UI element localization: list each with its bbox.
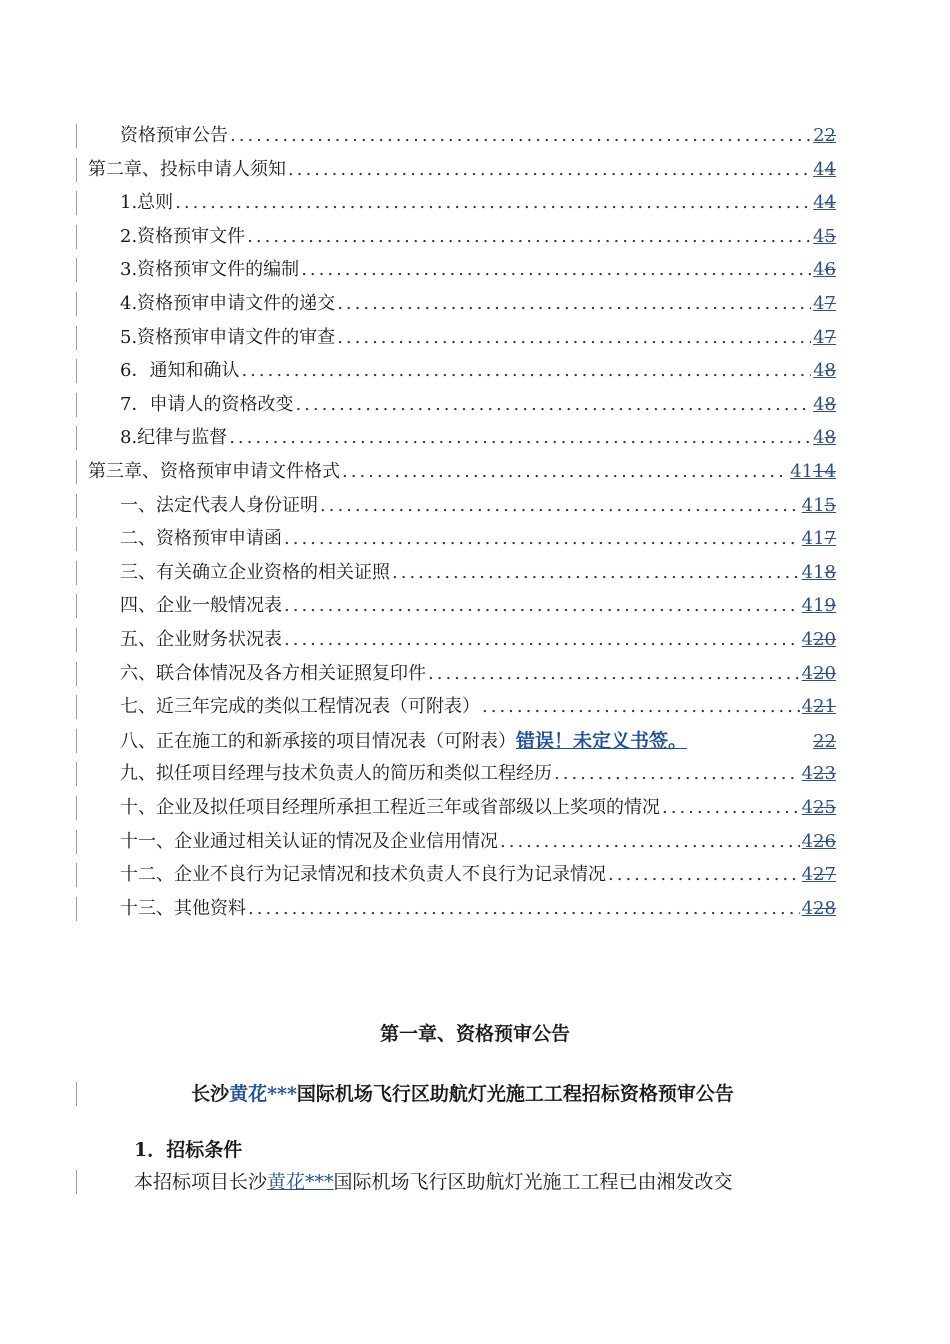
- body-inserted-text: 黄花***: [267, 1171, 334, 1193]
- change-bar: [76, 326, 77, 350]
- toc-page-deleted: 5: [824, 225, 836, 247]
- toc-page-deleted: 4: [824, 192, 836, 214]
- toc-entry-title: 6．通知和确认: [120, 360, 240, 382]
- toc-page-deleted: 20: [813, 629, 836, 650]
- toc-entry[interactable]: [120, 221, 836, 253]
- change-bar: [76, 561, 77, 585]
- toc-page-deleted: 20: [813, 662, 836, 684]
- toc-page-kept: 4: [801, 797, 814, 818]
- toc-page-deleted: 23: [813, 763, 836, 785]
- toc-page-kept: 4: [813, 393, 825, 415]
- change-bar: [76, 191, 77, 215]
- toc-entry[interactable]: [120, 624, 836, 656]
- toc-entry[interactable]: [120, 490, 836, 522]
- toc-entry-title: 五、企业财务状况表: [120, 629, 282, 650]
- toc-page-number[interactable]: [800, 624, 836, 656]
- toc-entry-title: 十一、企业通过相关认证的情况及企业信用情况: [120, 830, 498, 852]
- toc-page-deleted: 7: [824, 528, 836, 550]
- change-bar: [76, 393, 77, 417]
- change-bar: [76, 460, 77, 484]
- toc-entry[interactable]: [88, 456, 836, 488]
- toc-entry[interactable]: [120, 288, 836, 320]
- toc-page-number[interactable]: [800, 691, 836, 723]
- toc-leader-dots: [228, 120, 811, 152]
- toc-entry-title: 2.资格预审文件: [120, 225, 246, 247]
- title-text-pre: 长沙: [191, 1083, 230, 1105]
- change-bar: [76, 695, 77, 719]
- change-bar: [76, 628, 77, 652]
- toc-page-kept: 4: [801, 897, 814, 919]
- change-bar: [76, 796, 77, 820]
- toc-page-kept: 4: [813, 326, 825, 348]
- toc-leader-dots: [318, 490, 800, 522]
- toc-page-kept: 4: [801, 662, 814, 684]
- change-bar: [76, 729, 77, 753]
- body-text-post: 国际机场飞行区助航灯光施工工程已由湘发改交: [333, 1171, 733, 1193]
- toc-leader-dots: [660, 792, 800, 824]
- toc-entry-title: 十二、企业不良行为记录情况和技术负责人不良行为记录情况: [120, 864, 606, 886]
- toc-entry[interactable]: [120, 355, 836, 387]
- toc-page-kept: 4: [801, 629, 814, 650]
- toc-leader-dots: [299, 254, 811, 286]
- toc-page-number[interactable]: [800, 826, 836, 858]
- toc-entry[interactable]: [120, 792, 836, 824]
- section-heading: 1．招标条件: [134, 1139, 243, 1161]
- toc-leader-dots: [480, 691, 800, 723]
- toc-page-deleted: 8: [824, 360, 836, 382]
- toc-page-number[interactable]: [811, 389, 836, 421]
- toc-entry[interactable]: [120, 254, 836, 286]
- toc-page-number[interactable]: [811, 187, 836, 219]
- toc-entry[interactable]: [120, 120, 836, 152]
- toc-page-kept: 41: [801, 528, 825, 550]
- toc-entry-title: 七、近三年完成的类似工程情况表（可附表）: [120, 696, 480, 718]
- toc-leader-dots: [498, 826, 800, 858]
- toc-page-deleted: 14: [813, 461, 836, 482]
- toc-page-number[interactable]: [800, 758, 836, 790]
- toc-entry-title: 十三、其他资料: [120, 897, 246, 919]
- toc-page-kept: 2: [813, 125, 825, 146]
- toc-entry-title: 资格预审公告: [120, 125, 228, 146]
- change-bar: [76, 124, 77, 148]
- toc-entry-title: 九、拟任项目经理与技术负责人的简历和类似工程经历: [120, 763, 552, 785]
- toc-entry-title: 八、正在施工的和新承接的项目情况表（可附表）: [120, 730, 516, 752]
- toc-page-deleted: 2: [824, 125, 836, 146]
- change-bar: [76, 1170, 77, 1194]
- toc-entry-title: 5.资格预审申请文件的审查: [120, 326, 336, 348]
- toc-page-kept: 4: [813, 360, 825, 382]
- toc-entry-title: 4.资格预审申请文件的递交: [120, 293, 336, 314]
- toc-page-number[interactable]: [811, 120, 836, 152]
- body-text-pre: 本招标项目长沙: [134, 1171, 268, 1193]
- toc-page-kept: 4: [801, 696, 814, 718]
- toc-entry-title: 十、企业及拟任项目经理所承担工程近三年或省部级以上奖项的情况: [120, 797, 660, 818]
- toc-entry[interactable]: [120, 859, 836, 891]
- toc-page-number[interactable]: [800, 590, 836, 622]
- toc-entry[interactable]: [120, 758, 836, 790]
- toc-page-deleted: 28: [813, 897, 836, 919]
- change-bar: [76, 292, 77, 316]
- toc-entry[interactable]: [120, 691, 836, 723]
- toc-entry[interactable]: [120, 187, 836, 219]
- toc-page-deleted: 8: [824, 427, 836, 449]
- toc-page-number[interactable]: [800, 557, 836, 589]
- toc-leader-dots: [426, 658, 800, 690]
- toc-page-number[interactable]: [800, 859, 836, 891]
- toc-leader-dots: [227, 422, 811, 454]
- toc-page-deleted: 7: [824, 293, 836, 314]
- toc-entry[interactable]: [120, 322, 836, 354]
- toc-leader-dots: [282, 624, 800, 656]
- toc-entry-title: 3.资格预审文件的编制: [120, 259, 300, 281]
- toc-page-kept: 41: [801, 561, 825, 583]
- change-bar: [76, 830, 77, 854]
- toc-leader-dots: [340, 456, 788, 488]
- toc-page-deleted: 22: [813, 730, 836, 752]
- toc-page-deleted: 8: [824, 393, 836, 415]
- toc-entry[interactable]: [120, 826, 836, 858]
- toc-page-kept: 41: [801, 494, 825, 516]
- change-bar: [76, 494, 77, 518]
- toc-entry-title: 一、法定代表人身份证明: [120, 494, 318, 516]
- toc-leader-dots: [239, 355, 811, 387]
- toc-page-kept: 41: [790, 461, 814, 482]
- toc-leader-dots: [245, 221, 811, 253]
- toc-page-number[interactable]: [800, 658, 836, 690]
- toc-entry[interactable]: [120, 725, 836, 757]
- title-text-post: 国际机场飞行区助航灯光施工工程招标资格预审公告: [296, 1083, 734, 1105]
- change-bar: [76, 594, 77, 618]
- toc-page-number[interactable]: [811, 154, 836, 186]
- toc-entry-title: 1.总则: [120, 192, 174, 214]
- toc-page-kept: 4: [813, 427, 825, 449]
- toc-page-number[interactable]: [811, 288, 836, 320]
- toc-entry[interactable]: [120, 389, 836, 421]
- change-bar: [76, 527, 77, 551]
- toc-leader-dots: [552, 758, 800, 790]
- document-title: [0, 1078, 925, 1110]
- toc-entry-title: 三、有关确立企业资格的相关证照: [120, 561, 390, 583]
- toc-leader-dots: [606, 859, 800, 891]
- toc-page-number[interactable]: [800, 523, 836, 555]
- toc-page-kept: 4: [813, 259, 825, 281]
- toc-leader-dots: [335, 322, 811, 354]
- toc-entry-title: 第二章、投标申请人须知: [88, 158, 286, 180]
- toc-page-kept: 4: [813, 192, 825, 214]
- toc-entry[interactable]: [120, 557, 836, 589]
- change-bar: [76, 662, 77, 686]
- toc-page-number[interactable]: [788, 456, 836, 488]
- toc-entry-title: 7．申请人的资格改变: [120, 393, 294, 415]
- toc-page-deleted: 5: [824, 494, 836, 516]
- toc-page-number[interactable]: [811, 254, 836, 286]
- toc-page-deleted: 26: [813, 830, 836, 852]
- toc-leader-dots: [246, 893, 800, 925]
- toc-page-number[interactable]: [800, 490, 836, 522]
- toc-entry[interactable]: [120, 893, 836, 925]
- toc-page-deleted: 6: [824, 259, 836, 281]
- toc-page-kept: 4: [801, 830, 814, 852]
- toc-page-kept: 4: [801, 864, 814, 886]
- toc-page-kept: 4: [813, 293, 825, 314]
- toc-entry[interactable]: [120, 422, 836, 454]
- change-bar: [76, 258, 77, 282]
- change-bar: [76, 158, 77, 182]
- toc-entry-title: 六、联合体情况及各方相关证照复印件: [120, 662, 426, 684]
- toc-page-kept: 4: [813, 225, 825, 247]
- toc-leader-dots: [293, 389, 811, 421]
- toc-page-number[interactable]: [800, 792, 836, 824]
- toc-page-number[interactable]: [811, 322, 836, 354]
- title-inserted-text: 黄花***: [229, 1083, 297, 1105]
- toc-page-kept: 4: [813, 158, 825, 180]
- toc-page-number[interactable]: [811, 221, 836, 253]
- change-bar: [76, 426, 77, 450]
- body-paragraph: [134, 1166, 854, 1198]
- toc-leader-dots: [390, 557, 800, 589]
- toc-entry[interactable]: [88, 154, 836, 186]
- toc-page-deleted: 25: [813, 797, 836, 818]
- toc-page-deleted: 8: [824, 561, 836, 583]
- toc-leader-dots: [282, 523, 800, 555]
- toc-entry[interactable]: [120, 523, 836, 555]
- toc-entry[interactable]: [120, 658, 836, 690]
- toc-entry-title: 二、资格预审申请函: [120, 528, 282, 550]
- toc-leader-dots: [335, 288, 811, 320]
- toc-page-number[interactable]: [811, 355, 836, 387]
- toc-page-number[interactable]: [800, 893, 836, 925]
- toc-page-deleted: 7: [824, 326, 836, 348]
- toc-page-kept: 4: [801, 763, 814, 785]
- change-bar: [76, 359, 77, 383]
- chapter-heading: 第一章、资格预审公告: [379, 1023, 570, 1045]
- toc-page-number[interactable]: [811, 726, 836, 757]
- toc-entry-title: 第三章、资格预审申请文件格式: [88, 461, 340, 482]
- toc-entry-title: 8.纪律与监督: [120, 427, 228, 449]
- toc-leader-dots: [286, 154, 811, 186]
- toc-page-deleted: 27: [813, 864, 836, 886]
- toc-page-deleted: 21: [813, 696, 836, 718]
- change-bar: [76, 863, 77, 887]
- change-bar: [76, 762, 77, 786]
- toc-leader-dots: [173, 187, 811, 219]
- toc-leader-dots: [282, 590, 800, 622]
- toc-page-number[interactable]: [811, 422, 836, 454]
- toc-page-deleted: 4: [824, 158, 836, 180]
- toc-bookmark-error: 错误！未定义书签。: [516, 729, 688, 752]
- toc-entry[interactable]: [120, 590, 836, 622]
- toc-page-deleted: 9: [824, 595, 836, 617]
- change-bar: [76, 897, 77, 921]
- toc-page-kept: 41: [801, 595, 825, 617]
- toc-entry-title: 四、企业一般情况表: [120, 595, 282, 617]
- change-bar: [76, 225, 77, 249]
